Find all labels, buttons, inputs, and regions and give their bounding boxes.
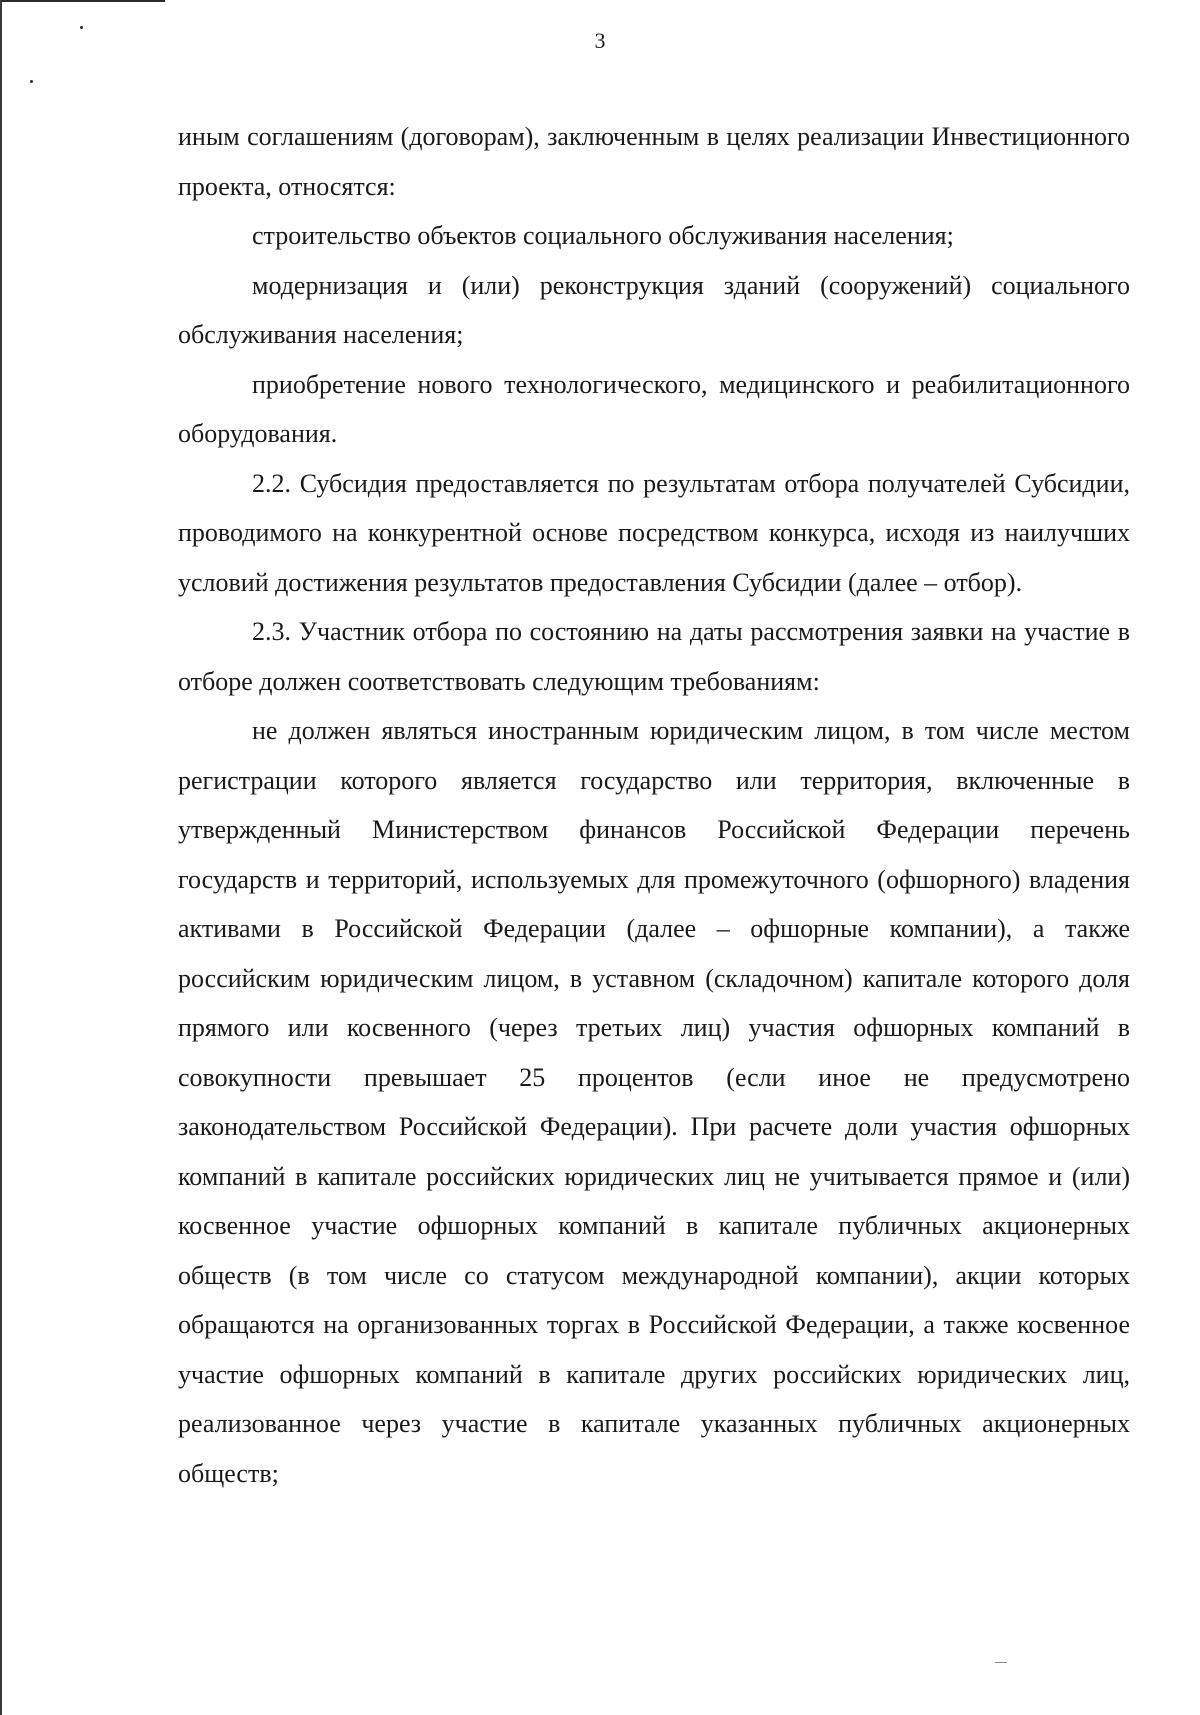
scan-speck xyxy=(995,1662,1007,1663)
paragraph-continuation: иным соглашениям (договорам), заключенным в целях реализации Инвестиционного проекта, относятся: xyxy=(178,122,1130,201)
page-number: 3 xyxy=(594,28,606,53)
scan-speck xyxy=(30,80,33,83)
paragraph-section-2-2: 2.2. Субсидия предоставляется по результатам отбора получателей Субсидии, проводимого на конкурентной основе посредством конкурса, исходя из наилучших условий достижения результатов предоставления Субсидии (далее – отбор). xyxy=(178,468,1130,597)
paragraph-list-item-construction: строительство объектов социального обслуживания населения; xyxy=(252,221,954,250)
paragraph-list-item-equipment: приобретение нового технологического, медицинского и реабилитационного оборудования. xyxy=(178,369,1130,448)
paragraph-requirement-offshore: не должен являться иностранным юридическим лицом, в том числе местом регистрации которого является государство или территория, включенные в утвержденный Министерством финансов Российской Федерации перечень государств и территорий, используемых для промежуточного (офшорного) владения активами в Российской Федерации (далее – офшорные компании), а также российским юридическим лицом, в уставном (складочном) капитале которого доля прямого или косвенного (через третьих лиц) участия офшорных компаний в совокупности превышает 25 процентов (если иное не предусмотрено законодательством Российской Федерации). При расчете доли участия офшорных компаний в капитале российских юридических лиц не учитывается прямое и (или) косвенное участие офшорных компаний в капитале публичных акционерных обществ (в том числе со статусом международной компании), акции которых обращаются на организованных торгах в Российской Федерации, а также косвенное участие офшорных компаний в капитале других российских юридических лиц, реализованное через участие в капитале указанных публичных акционерных обществ; xyxy=(178,716,1130,1488)
document-body xyxy=(178,112,1130,1498)
paragraph-list-item-modernization: модернизация и (или) реконструкция зданий (сооружений) социального обслуживания населения; xyxy=(178,270,1130,349)
scan-edge-top xyxy=(0,0,165,2)
scan-edge-left xyxy=(0,0,2,1715)
paragraph-section-2-3: 2.3. Участник отбора по состоянию на даты рассмотрения заявки на участие в отборе должен соответствовать следующим требованиям: xyxy=(178,617,1130,696)
